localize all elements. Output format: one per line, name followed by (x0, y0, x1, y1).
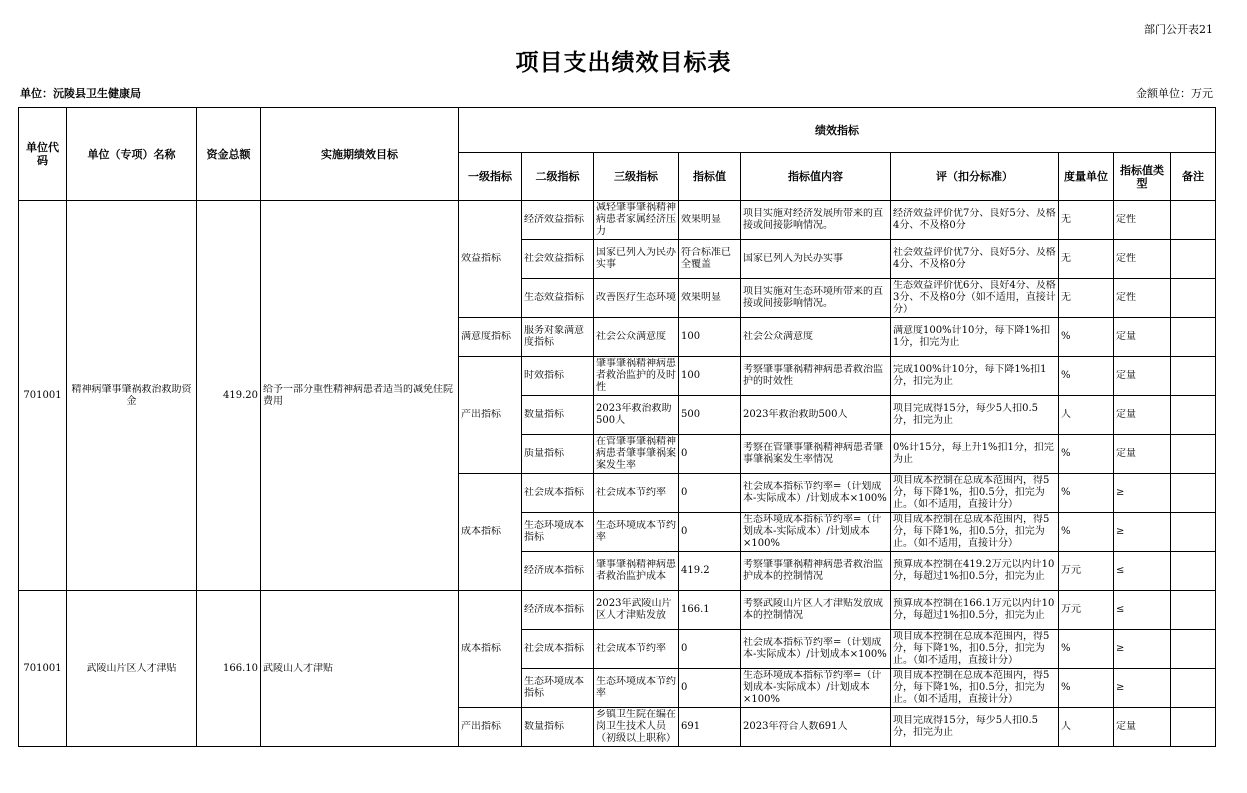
value-cell-text: 166.1 (681, 604, 710, 615)
level2-cell (522, 201, 594, 240)
value-type-cell-text: ≥ (1116, 682, 1125, 693)
value-type-cell-text: 定量 (1116, 331, 1136, 342)
level1-cell-text: 成本指标 (461, 526, 501, 537)
value-type-cell (1114, 201, 1171, 240)
table-body (19, 201, 1216, 747)
value-type-cell-text: 定性 (1116, 214, 1136, 225)
level1-cell-text: 成本指标 (461, 643, 501, 654)
value-cell (679, 357, 741, 396)
level3-cell (594, 201, 679, 240)
remark-cell (1171, 513, 1216, 552)
value-type-cell (1114, 435, 1171, 474)
remark-cell (1171, 552, 1216, 591)
scoring-cell (891, 474, 1059, 513)
remark-cell (1171, 396, 1216, 435)
scoring-cell-text: 项目成本控制在总成本范围内，得5分，每下降1%，扣0.5分，扣完为止。（如不适用，直接计分） (893, 514, 1050, 549)
level1-cell-text: 效益指标 (461, 253, 501, 264)
measure-unit-cell-text: % (1061, 331, 1071, 342)
value-type-cell-text: ≥ (1116, 526, 1125, 537)
content-cell (741, 435, 891, 474)
header-period-goal: 实施期绩效目标 (261, 108, 459, 201)
content-cell (741, 357, 891, 396)
table-number-label: 部门公开表21 (1144, 23, 1213, 36)
content-cell (741, 552, 891, 591)
content-cell (741, 630, 891, 669)
scoring-cell-text: 生态效益评价优6分、良好4分、及格3分、不及格0分（如不适用，直接计分） (893, 280, 1056, 315)
remark-cell (1171, 435, 1216, 474)
level3-cell (594, 396, 679, 435)
unit-code-cell (19, 591, 67, 747)
value-cell-text: 0 (681, 526, 688, 537)
value-cell (679, 201, 741, 240)
level3-cell (594, 630, 679, 669)
value-type-cell-text: ≥ (1116, 643, 1125, 654)
level1-cell (459, 708, 522, 747)
unit-name-cell (67, 201, 197, 591)
value-cell (679, 669, 741, 708)
scoring-cell-text: 项目成本控制在总成本范围内，得5分，每下降1%，扣0.5分，扣完为止。（如不适用，直接计分） (893, 475, 1050, 510)
content-cell (741, 669, 891, 708)
scoring-cell-text: 预算成本控制在166.1万元以内计10分，每超过1%扣0.5分，扣完为止 (893, 598, 1055, 621)
measure-unit-cell (1059, 435, 1114, 474)
unit-name-cell (67, 591, 197, 747)
level2-cell (522, 318, 594, 357)
remark-cell (1171, 318, 1216, 357)
value-cell-text: 419.2 (681, 565, 710, 576)
scoring-cell (891, 669, 1059, 708)
value-cell (679, 435, 741, 474)
level1-cell (459, 318, 522, 357)
measure-unit-cell (1059, 552, 1114, 591)
remark-cell (1171, 708, 1216, 747)
header-value: 指标值 (679, 153, 741, 201)
content-cell-text: 考察肇事肇祸精神病患者救治监护的时效性 (743, 364, 883, 387)
level3-cell-text: 肇事肇祸精神病患者救治监护的及时性 (596, 358, 676, 393)
level3-cell-text: 在管肇事肇祸精神病患者肇事肇祸案案发生率 (596, 436, 676, 471)
value-cell-text: 0 (681, 643, 688, 654)
scoring-cell-text: 项目成本控制在总成本范围内，得5分，每下降1%，扣0.5分，扣完为止。（如不适用，直接计分） (893, 631, 1050, 666)
content-cell (741, 201, 891, 240)
remark-cell (1171, 591, 1216, 630)
value-type-cell-text: ≥ (1116, 487, 1125, 498)
value-cell (679, 708, 741, 747)
level3-cell (594, 474, 679, 513)
scoring-cell-text: 项目成本控制在总成本范围内，得5分，每下降1%，扣0.5分，扣完为止。（如不适用，直接计分） (893, 670, 1050, 705)
unit-name-cell-text: 武陵山片区人才津贴 (86, 662, 177, 674)
amount-unit-label: 金额单位：万元 (1136, 87, 1213, 100)
measure-unit-cell (1059, 474, 1114, 513)
total-funds-cell (197, 201, 261, 591)
measure-unit-cell (1059, 318, 1114, 357)
level2-cell-text: 数量指标 (524, 721, 564, 732)
scoring-cell (891, 591, 1059, 630)
level3-cell-text: 2023年武陵山片区人才津贴发放 (596, 598, 672, 621)
scoring-cell (891, 435, 1059, 474)
level3-cell (594, 279, 679, 318)
level2-cell-text: 社会效益指标 (524, 253, 584, 264)
content-cell-text: 生态环境成本指标节约率=（计划成本-实际成本）/计划成本×100% (743, 514, 882, 549)
level3-cell-text: 国家已列入为民办实事 (596, 247, 676, 270)
table-row (19, 591, 1216, 630)
measure-unit-cell (1059, 630, 1114, 669)
level2-cell (522, 552, 594, 591)
level1-cell (459, 201, 522, 318)
content-cell (741, 474, 891, 513)
value-type-cell (1114, 240, 1171, 279)
measure-unit-cell-text: % (1061, 487, 1071, 498)
remark-cell (1171, 474, 1216, 513)
value-cell-text: 691 (681, 721, 701, 732)
measure-unit-cell (1059, 669, 1114, 708)
level2-cell-text: 经济效益指标 (524, 214, 584, 225)
header-level3: 三级指标 (594, 153, 679, 201)
level2-cell (522, 708, 594, 747)
scoring-cell (891, 708, 1059, 747)
level2-cell-text: 社会成本指标 (524, 487, 584, 498)
measure-unit-cell (1059, 708, 1114, 747)
content-cell-text: 考察肇事肇祸精神病患者救治监护成本的控制情况 (743, 559, 883, 582)
value-type-cell-text: 定量 (1116, 409, 1136, 420)
level3-cell (594, 318, 679, 357)
level3-cell (594, 708, 679, 747)
level3-cell-text: 2023年救治救助500人 (596, 403, 672, 426)
level1-cell-text: 产出指标 (461, 721, 501, 732)
value-cell-text: 100 (681, 331, 701, 342)
measure-unit-cell (1059, 240, 1114, 279)
period-goal-cell (261, 201, 459, 591)
period-goal-cell (261, 591, 459, 747)
content-cell-text: 国家已列入为民办实事 (743, 253, 843, 264)
level3-cell (594, 357, 679, 396)
scoring-cell (891, 240, 1059, 279)
header-measure-unit: 度量单位 (1059, 153, 1114, 201)
measure-unit-cell-text: % (1061, 370, 1071, 381)
scoring-cell (891, 201, 1059, 240)
value-type-cell (1114, 552, 1171, 591)
value-type-cell (1114, 279, 1171, 318)
level2-cell-text: 数量指标 (524, 409, 564, 420)
scoring-cell (891, 357, 1059, 396)
header-total-funds: 资金总额 (197, 108, 261, 201)
header-remark: 备注 (1171, 153, 1216, 201)
level1-cell-text: 满意度指标 (461, 331, 511, 342)
measure-unit-cell-text: % (1061, 682, 1071, 693)
measure-unit-cell-text: 无 (1061, 214, 1071, 225)
scoring-cell-text: 项目完成得15分，每少5人扣0.5分，扣完为止 (893, 403, 1038, 426)
level1-cell (459, 474, 522, 591)
level3-cell-text: 生态环境成本节约率 (596, 676, 676, 699)
header-content: 指标值内容 (741, 153, 891, 201)
value-cell-text: 500 (681, 409, 701, 420)
content-cell-text: 项目实施对经济发展所带来的直接或间接影响情况。 (743, 208, 883, 231)
content-cell-text: 项目实施对生态环境所带来的直接或间接影响情况。 (743, 286, 883, 309)
performance-table (18, 107, 1216, 747)
level1-cell-text: 产出指标 (461, 409, 501, 420)
value-cell-text: 符合标准已全覆盖 (681, 247, 731, 270)
level2-cell (522, 669, 594, 708)
scoring-cell-text: 预算成本控制在419.2万元以内计10分，每超过1%扣0.5分，扣完为止 (893, 559, 1055, 582)
content-cell-text: 考察在管肇事肇祸精神病患者肇事肇祸案发生率情况 (743, 442, 883, 465)
unit-name-cell-text: 精神病肇事肇祸救治救助资金 (71, 383, 192, 407)
header-unit-code: 单位代码 (19, 108, 67, 201)
level3-cell-text: 生态环境成本节约率 (596, 520, 676, 543)
level3-cell-text: 改善医疗生态环境 (596, 292, 676, 303)
table-row (19, 201, 1216, 240)
value-cell (679, 474, 741, 513)
value-type-cell-text: 定量 (1116, 448, 1136, 459)
value-type-cell (1114, 357, 1171, 396)
value-cell (679, 279, 741, 318)
value-type-cell-text: 定量 (1116, 370, 1136, 381)
value-cell-text: 效果明显 (681, 292, 721, 303)
value-type-cell (1114, 630, 1171, 669)
level2-cell (522, 591, 594, 630)
measure-unit-cell (1059, 279, 1114, 318)
value-type-cell-text: 定性 (1116, 292, 1136, 303)
scoring-cell-text: 社会效益评价优7分、良好5分、及格4分、不及格0分 (893, 247, 1056, 270)
value-type-cell-text: ≤ (1116, 604, 1125, 615)
level2-cell (522, 240, 594, 279)
level3-cell-text: 乡镇卫生院在编在岗卫生技术人员（初级以上职称） (596, 709, 676, 744)
value-type-cell (1114, 318, 1171, 357)
value-cell-text: 0 (681, 487, 688, 498)
remark-cell (1171, 669, 1216, 708)
level3-cell-text: 社会成本节约率 (596, 643, 666, 654)
scoring-cell-text: 经济效益评价优7分、良好5分、及格4分、不及格0分 (893, 208, 1056, 231)
value-type-cell (1114, 591, 1171, 630)
measure-unit-cell (1059, 513, 1114, 552)
value-cell-text: 效果明显 (681, 214, 721, 225)
unit-code-cell (19, 201, 67, 591)
level3-cell (594, 240, 679, 279)
remark-cell (1171, 279, 1216, 318)
scoring-cell (891, 630, 1059, 669)
level2-cell (522, 513, 594, 552)
level3-cell-text: 肇事肇祸精神病患者救治监护成本 (596, 559, 676, 582)
measure-unit-cell-text: % (1061, 643, 1071, 654)
level2-cell (522, 474, 594, 513)
level2-cell-text: 服务对象满意度指标 (524, 325, 584, 348)
measure-unit-cell (1059, 396, 1114, 435)
level3-cell (594, 591, 679, 630)
level2-cell-text: 生态环境成本指标 (524, 676, 584, 699)
measure-unit-cell (1059, 357, 1114, 396)
content-cell-text: 社会成本指标节约率=（计划成本-实际成本）/计划成本×100% (743, 637, 887, 660)
value-cell-text: 100 (681, 370, 701, 381)
remark-cell (1171, 240, 1216, 279)
header-scoring: 评（扣分标准） (891, 153, 1059, 201)
scoring-cell (891, 279, 1059, 318)
scoring-cell-text: 0%计15分，每上升1%扣1分，扣完为止 (893, 442, 1054, 465)
level2-cell-text: 经济成本指标 (524, 604, 584, 615)
header-level2: 二级指标 (522, 153, 594, 201)
period-goal-cell-text: 武陵山人才津贴 (263, 662, 333, 674)
level3-cell-text: 社会公众满意度 (596, 331, 666, 342)
scoring-cell-text: 项目完成得15分，每少5人扣0.5分，扣完为止 (893, 715, 1038, 738)
remark-cell (1171, 357, 1216, 396)
total-funds-cell-text: 419.20 (223, 389, 258, 401)
content-cell (741, 240, 891, 279)
total-funds-cell-text: 166.10 (223, 662, 258, 674)
scoring-cell (891, 513, 1059, 552)
header-row-1 (19, 108, 1216, 153)
value-cell (679, 630, 741, 669)
total-funds-cell (197, 591, 261, 747)
content-cell (741, 279, 891, 318)
value-cell (679, 318, 741, 357)
content-cell (741, 318, 891, 357)
value-cell (679, 513, 741, 552)
value-type-cell-text: 定性 (1116, 253, 1136, 264)
content-cell-text: 社会成本指标节约率=（计划成本-实际成本）/计划成本×100% (743, 481, 887, 504)
value-cell (679, 240, 741, 279)
measure-unit-cell-text: % (1061, 526, 1071, 537)
level1-cell (459, 591, 522, 708)
content-cell-text: 生态环境成本指标节约率=（计划成本-实际成本）/计划成本×100% (743, 670, 882, 705)
level2-cell-text: 生态效益指标 (524, 292, 584, 303)
page-title: 项目支出绩效目标表 (515, 50, 732, 76)
value-cell (679, 552, 741, 591)
header-unit-name: 单位（专项）名称 (67, 108, 197, 201)
level2-cell-text: 时效指标 (524, 370, 564, 381)
content-cell-text: 考察武陵山片区人才津贴发放成本的控制情况 (743, 598, 883, 621)
header-value-type: 指标值类型 (1114, 153, 1171, 201)
value-type-cell-text: ≤ (1116, 565, 1125, 576)
value-type-cell-text: 定量 (1116, 721, 1136, 732)
unit-code-cell-text: 701001 (23, 662, 62, 674)
level1-cell (459, 357, 522, 474)
level2-cell-text: 生态环境成本指标 (524, 520, 584, 543)
content-cell-text: 社会公众满意度 (743, 331, 813, 342)
measure-unit-cell-text: 无 (1061, 253, 1071, 264)
scoring-cell-text: 满意度100%计10分，每下降1%扣1分，扣完为止 (893, 325, 1051, 348)
value-type-cell (1114, 513, 1171, 552)
value-type-cell (1114, 474, 1171, 513)
value-type-cell (1114, 396, 1171, 435)
content-cell (741, 513, 891, 552)
content-cell-text: 2023年救治救助500人 (743, 409, 848, 420)
header-indicators: 绩效指标 (459, 108, 1216, 153)
value-type-cell (1114, 669, 1171, 708)
content-cell (741, 396, 891, 435)
level2-cell-text: 社会成本指标 (524, 643, 584, 654)
measure-unit-cell-text: % (1061, 448, 1071, 459)
value-cell-text: 0 (681, 448, 688, 459)
level3-cell (594, 552, 679, 591)
scoring-cell (891, 552, 1059, 591)
level3-cell (594, 513, 679, 552)
level2-cell (522, 279, 594, 318)
measure-unit-cell-text: 无 (1061, 292, 1071, 303)
level2-cell (522, 435, 594, 474)
value-cell (679, 591, 741, 630)
level3-cell (594, 669, 679, 708)
value-cell-text: 0 (681, 682, 688, 693)
unit-label: 单位：沅陵县卫生健康局 (20, 87, 141, 100)
header-level1: 一级指标 (459, 153, 522, 201)
content-cell-text: 2023年符合人数691人 (743, 721, 848, 732)
unit-code-cell-text: 701001 (23, 389, 62, 401)
level2-cell (522, 630, 594, 669)
level2-cell-text: 质量指标 (524, 448, 564, 459)
scoring-cell (891, 318, 1059, 357)
level2-cell (522, 357, 594, 396)
value-cell (679, 396, 741, 435)
level3-cell (594, 435, 679, 474)
level2-cell (522, 396, 594, 435)
remark-cell (1171, 630, 1216, 669)
content-cell (741, 591, 891, 630)
remark-cell (1171, 201, 1216, 240)
measure-unit-cell-text: 人 (1061, 721, 1071, 732)
level3-cell-text: 减轻肇事肇祸精神病患者家属经济压力 (596, 202, 676, 237)
measure-unit-cell-text: 人 (1061, 409, 1071, 420)
level2-cell-text: 经济成本指标 (524, 565, 584, 576)
content-cell (741, 708, 891, 747)
period-goal-cell-text: 给予一部分重性精神病患者适当的减免住院费用 (263, 383, 453, 407)
measure-unit-cell-text: 万元 (1061, 565, 1081, 576)
value-type-cell (1114, 708, 1171, 747)
level3-cell-text: 社会成本节约率 (596, 487, 666, 498)
measure-unit-cell-text: 万元 (1061, 604, 1081, 615)
measure-unit-cell (1059, 591, 1114, 630)
scoring-cell-text: 完成100%计10分，每下降1%扣1分，扣完为止 (893, 364, 1047, 387)
measure-unit-cell (1059, 201, 1114, 240)
scoring-cell (891, 396, 1059, 435)
